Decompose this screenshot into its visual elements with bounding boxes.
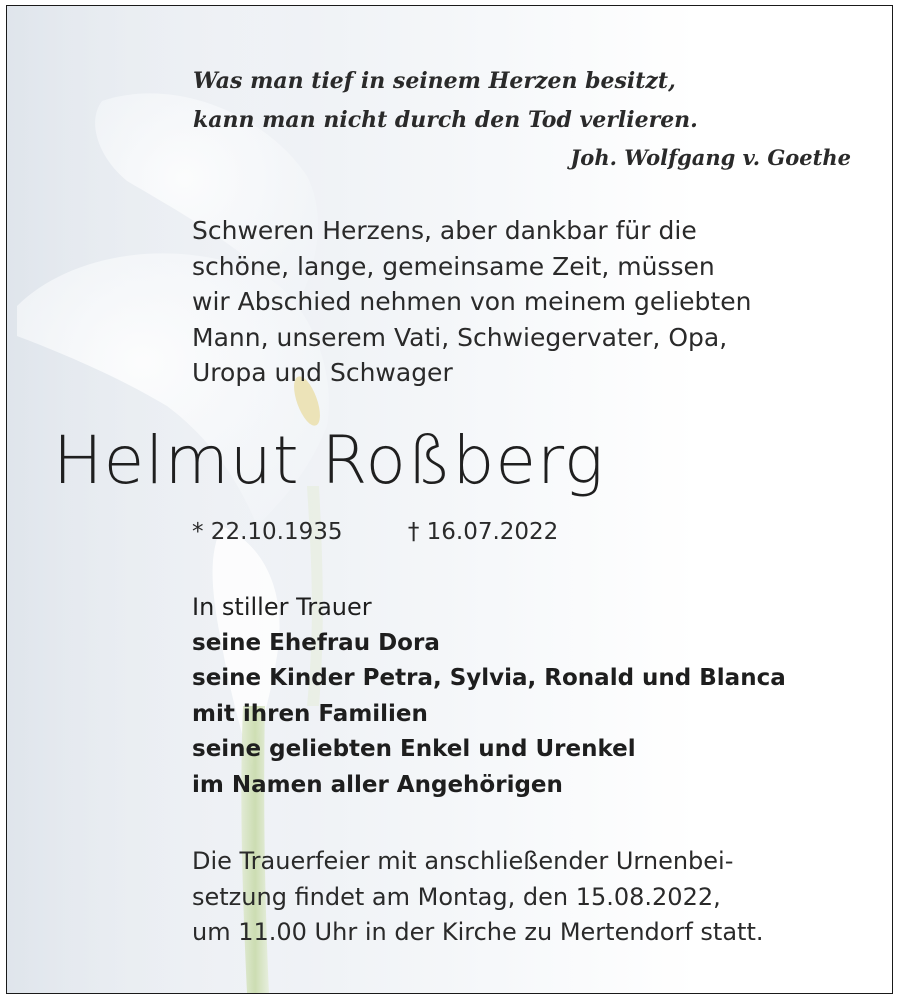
intro-text — [192, 213, 872, 391]
obituary-notice — [6, 5, 893, 994]
goethe-quote — [193, 62, 873, 177]
quote-author: Joh. Wolfgang v. Goethe — [570, 145, 851, 170]
life-dates — [192, 514, 558, 550]
mourner-line: seine Ehefrau Dora — [192, 629, 440, 656]
intro-line: wir Abschied nehmen von meinem geliebten — [192, 287, 752, 316]
funeral-line: Die Trauerfeier mit anschließender Urnenbei- — [192, 847, 734, 875]
mourner-line: mit ihren Familien — [192, 700, 428, 727]
mourner-line: im Namen aller Angehörigen — [192, 771, 563, 798]
obituary-content — [7, 6, 892, 993]
deceased-name: Helmut Roßberg — [53, 422, 605, 499]
intro-line: Schweren Herzens, aber dankbar für die — [192, 216, 697, 245]
mourners-list — [192, 590, 882, 803]
quote-line: Was man tief in seinem Herzen besitzt, — [193, 68, 676, 94]
mourner-line: seine Kinder Petra, Sylvia, Ronald und Blanca — [192, 665, 786, 691]
intro-line: Mann, unserem Vati, Schwiegervater, Opa, — [192, 322, 728, 352]
intro-line: Uropa und Schwager — [192, 358, 453, 387]
death-date: † 16.07.2022 — [407, 519, 559, 545]
intro-line: schöne, lange, gemeinsame Zeit, müssen — [192, 251, 715, 281]
birth-date: * 22.10.1935 — [192, 519, 343, 545]
mourner-line: seine geliebten Enkel und Urenkel — [192, 736, 636, 762]
funeral-line: setzung findet am Montag, den 15.08.2022, — [192, 882, 721, 911]
quote-line: kann man nicht durch den Tod verlieren. — [193, 107, 698, 133]
mourners-heading: In stiller Trauer — [192, 593, 372, 621]
funeral-line: um 11.00 Uhr in der Kirche zu Mertendorf statt. — [192, 918, 764, 946]
funeral-info — [192, 844, 882, 951]
